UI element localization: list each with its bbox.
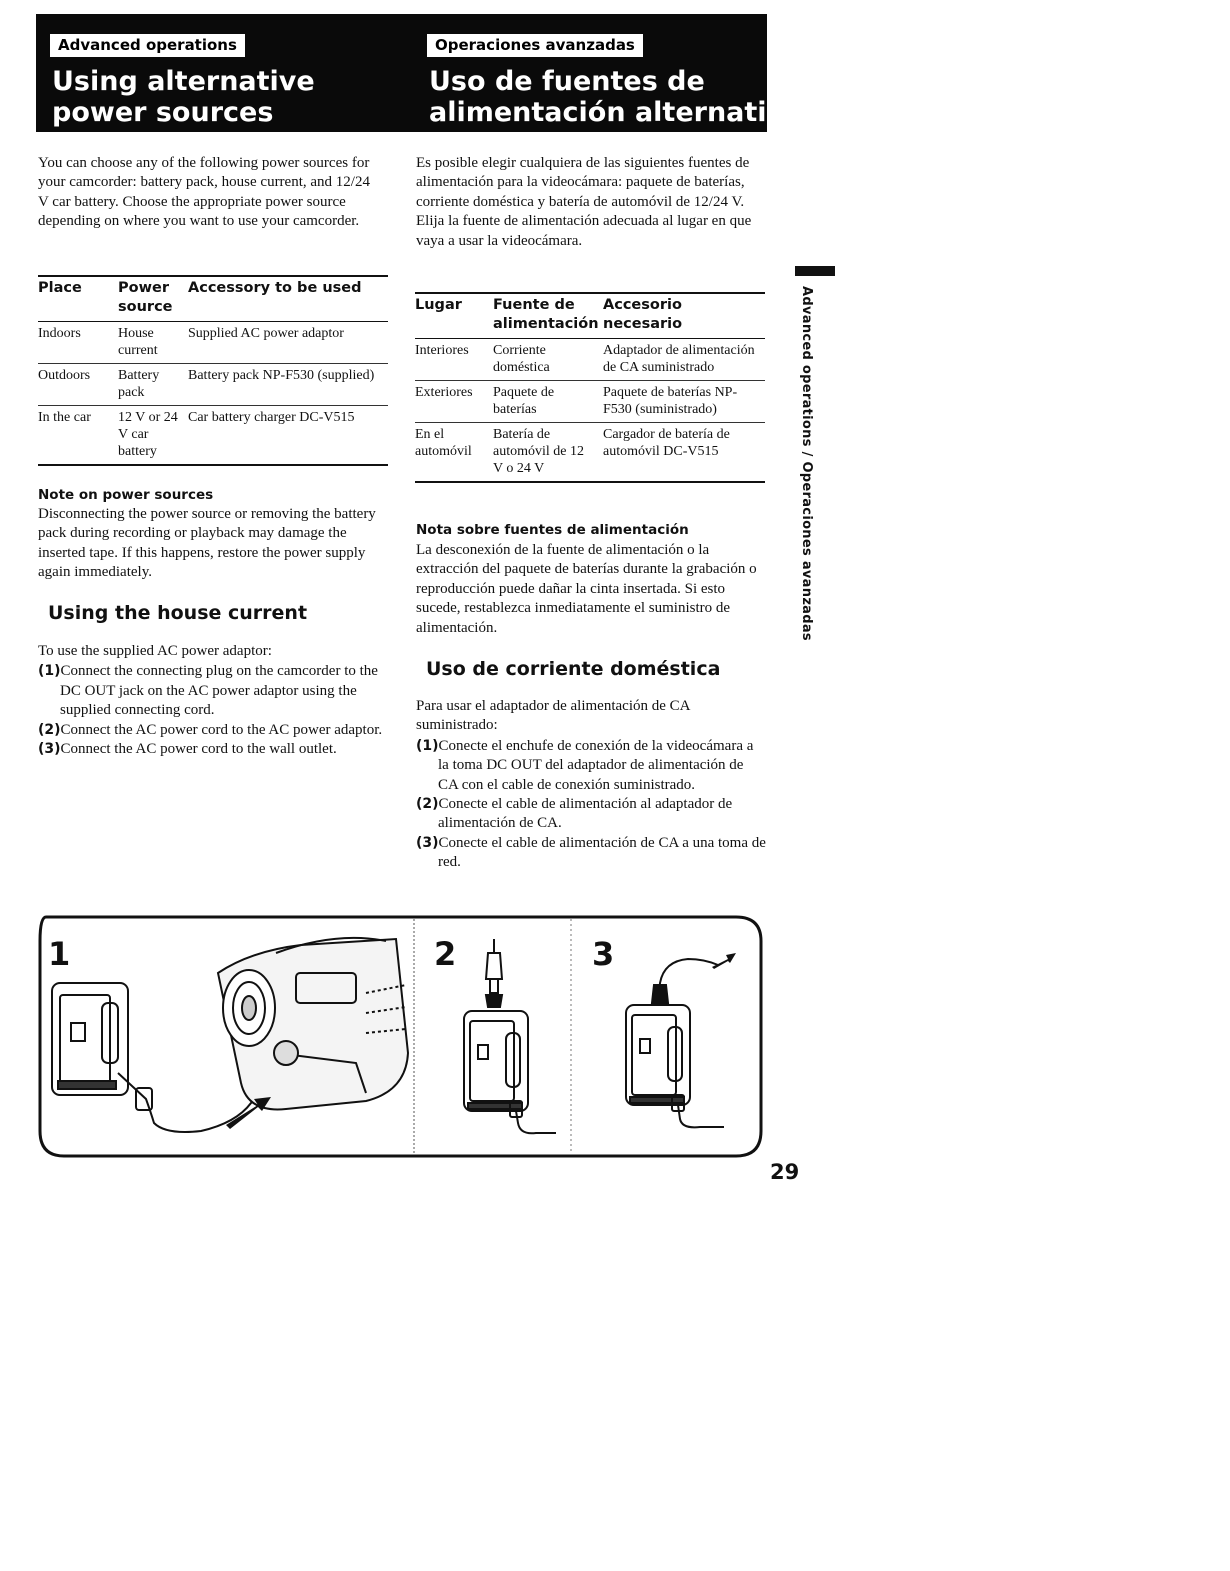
page-title-line-1: Using alternative	[52, 66, 315, 97]
table-cell: Paquete de baterías	[493, 385, 555, 417]
section-subtitle: Uso de corriente doméstica	[426, 658, 721, 680]
arrow-icon	[226, 1097, 271, 1129]
step-item	[416, 795, 766, 834]
page-title-line-2: alimentación alternativas	[429, 97, 819, 128]
intro-paragraph: You can choose any of the following power sources for your camcorder: battery pack, house current, and 12/24 V car battery. Choose the appropriate power source depending on where you want to use your camcorder.	[38, 155, 370, 230]
note-text: La desconexión de la fuente de alimentación o la extracción del paquete de baterías durante la grabación o reproducción puede dañar la cinta insertada. Si esto sucede, restablezca inmediatamente el suministro de alimentación.	[416, 542, 757, 636]
page-title	[52, 66, 315, 128]
table-cell: Outdoors	[38, 368, 91, 383]
header-english	[36, 14, 415, 132]
table-cell: Corriente doméstica	[493, 343, 550, 375]
step-number: (2)	[416, 796, 439, 813]
table-cell: Adaptador de alimentación de CA suministrado	[603, 343, 755, 375]
step-item	[38, 721, 386, 740]
step-text: Conecte el cable de alimentación de CA a una toma de red.	[438, 834, 766, 871]
power-source-table	[38, 275, 388, 466]
column-header: Fuente de alimentación	[493, 297, 599, 332]
table-header-row	[415, 293, 765, 339]
step-text: Conecte el enchufe de conexión de la videocámara a la toma DC OUT del adaptador de alimentación de CA con el cable de conexión suministrado.	[438, 737, 754, 793]
power-source-table	[415, 292, 765, 483]
figure-step-number: 2	[434, 935, 457, 973]
table-row	[415, 423, 765, 483]
column-header: Accesorio necesario	[603, 297, 683, 332]
step-text: Connect the AC power cord to the AC power adaptor.	[60, 721, 383, 738]
ac-adaptor	[626, 1005, 690, 1105]
step-number: (3)	[416, 834, 439, 851]
step-text: Conecte el cable de alimentación al adaptador de alimentación de CA.	[438, 796, 733, 832]
table-header-row	[38, 276, 388, 322]
step-number: (3)	[38, 741, 61, 758]
table-row	[38, 364, 388, 406]
column-header: Power source	[118, 280, 173, 315]
step-number: (2)	[38, 721, 61, 738]
table-cell: Paquete de baterías NP-F530 (suministrado)	[603, 385, 738, 417]
camcorder	[218, 938, 408, 1110]
table-cell: Car battery charger DC-V515	[188, 410, 355, 425]
page-title-line-1: Uso de fuentes de	[429, 66, 705, 97]
section-tag: Advanced operations	[50, 34, 245, 57]
figure-step-number: 1	[48, 935, 71, 973]
step-number: (1)	[38, 663, 61, 680]
note-title: Note on power sources	[38, 487, 214, 503]
table-cell: Battery pack NP-F530 (supplied)	[188, 368, 375, 383]
steps-intro: To use the supplied AC power adaptor:	[38, 643, 272, 659]
table-cell: Cargador de batería de automóvil DC-V515	[603, 427, 730, 459]
table-cell: Interiores	[415, 343, 469, 358]
side-tab-label: Advanced operations / Operaciones avanzadas	[799, 286, 814, 641]
note-title: Nota sobre fuentes de alimentación	[416, 522, 689, 538]
table-cell: Indoors	[38, 326, 81, 341]
ac-adaptor	[464, 1011, 528, 1111]
steps-intro: Para usar el adaptador de alimentación de CA suministrado:	[416, 698, 690, 734]
table-row	[38, 322, 388, 364]
table-row	[415, 339, 765, 381]
section-tag: Operaciones avanzadas	[427, 34, 643, 57]
table-cell: En el automóvil	[415, 427, 472, 459]
table-cell: Exteriores	[415, 385, 473, 400]
table-cell: House current	[118, 326, 158, 358]
page-number: 29	[770, 1160, 800, 1184]
table-cell: Supplied AC power adaptor	[188, 326, 344, 341]
arrow-icon	[712, 953, 736, 969]
step-item	[38, 662, 386, 720]
intro-paragraph: Es posible elegir cualquiera de las siguientes fuentes de alimentación para la videocámara: paquete de baterías, corriente doméstica y batería de automóvil de 12/24 V. Elija la fuente de alimentación adecuada al lugar en que vaya a usar la videocámara.	[416, 155, 752, 249]
section-subtitle: Using the house current	[48, 602, 308, 624]
step-item	[416, 737, 766, 795]
note-text: Disconnecting the power source or removing the battery pack during recording or playback may damage the inserted tape. If this happens, restore the power supply again immediately.	[38, 506, 376, 581]
table-cell: In the car	[38, 410, 91, 425]
instruction-steps	[38, 642, 386, 759]
step-number: (1)	[416, 737, 439, 754]
column-header: Lugar	[415, 297, 462, 313]
step-item	[38, 740, 386, 759]
table-row	[415, 381, 765, 423]
step-text: Connect the AC power cord to the wall outlet.	[60, 741, 337, 758]
ac-adaptor	[52, 983, 128, 1095]
page-title	[429, 66, 818, 128]
instruction-steps	[416, 697, 766, 873]
figure-step-number: 3	[592, 935, 615, 973]
column-header: Accessory to be used	[188, 280, 362, 296]
header-spanish	[415, 14, 819, 132]
side-tab-marker	[795, 266, 835, 276]
connection-diagram	[36, 913, 764, 1159]
connection-illustration	[36, 913, 764, 1159]
step-text: Connect the connecting plug on the camcorder to the DC OUT jack on the AC power adaptor using the supplied connecting cord.	[60, 663, 378, 719]
column-header: Place	[38, 280, 82, 296]
page-title-line-2: power sources	[52, 97, 274, 128]
step-item	[416, 834, 766, 873]
table-cell: Batería de automóvil de 12 V o 24 V	[493, 427, 584, 476]
table-row	[38, 406, 388, 466]
table-cell: 12 V or 24 V car battery	[118, 410, 178, 459]
table-cell: Battery pack	[118, 368, 160, 400]
